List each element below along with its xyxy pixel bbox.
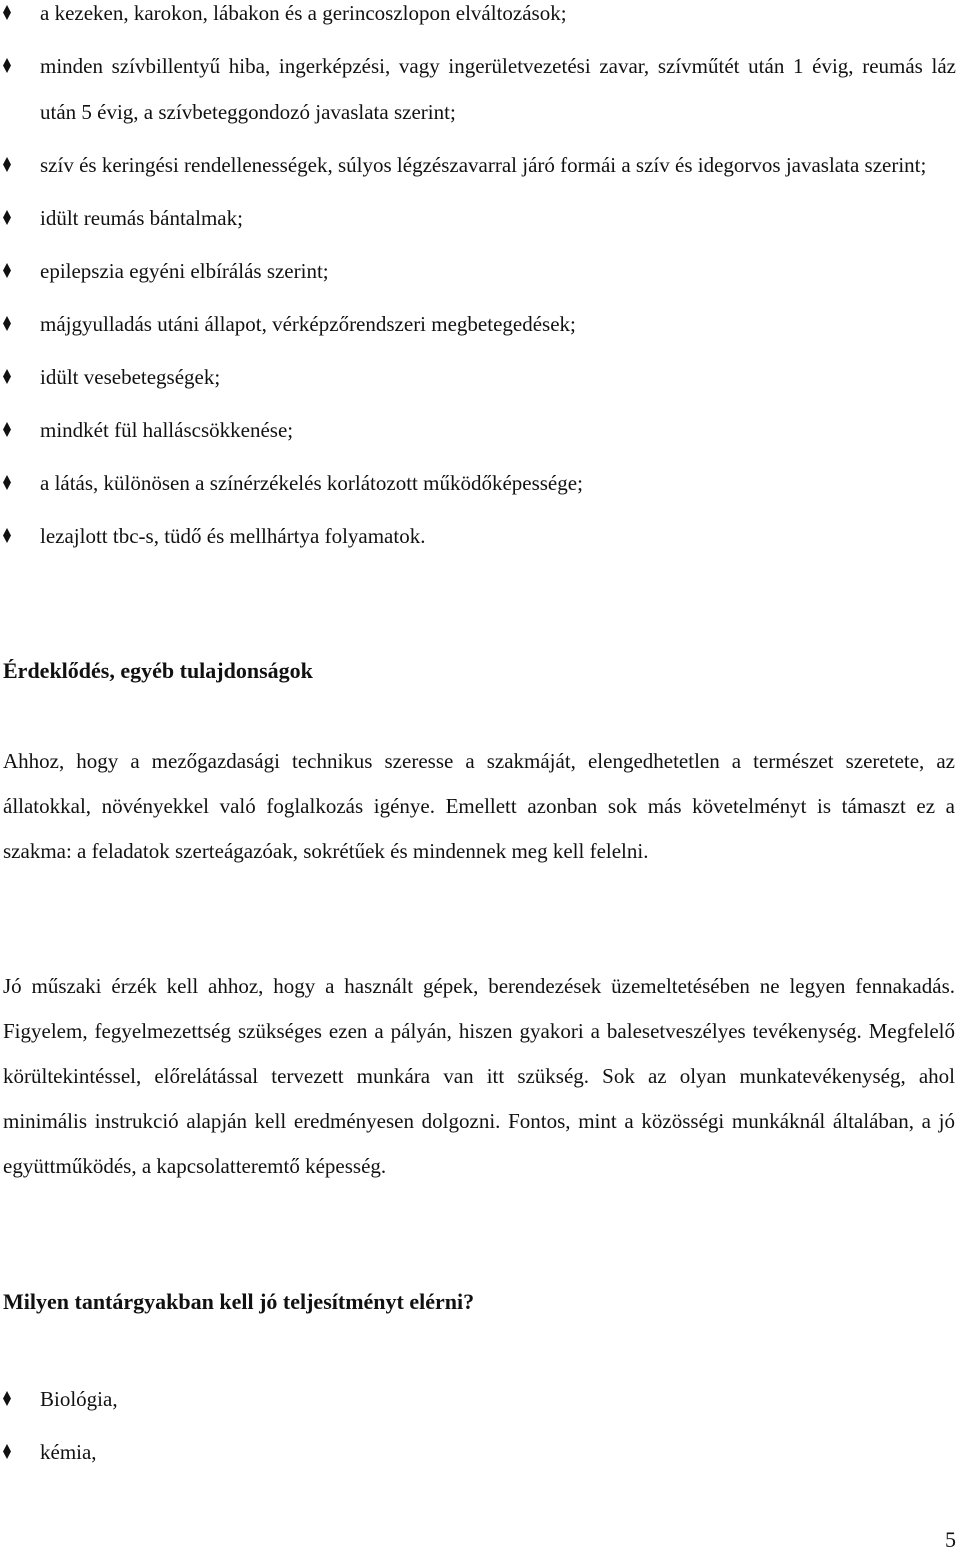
diamond-bullet-icon [3,475,11,490]
paragraph: Jó műszaki érzék kell ahhoz, hogy a használt gépek, berendezések üzemeltetésében ne legyen fennakadás. Figyelem, fegyelmezettség szükséges ezen a pályán, hiszen gyakori a balesetveszélyes tevékenység. Megfelelő körültekintéssel, előrelátással tervezett munkára van itt szükség. Sok az olyan munkatevékenység, ahol minimális instrukció alapján kell eredményesen dolgozni. Fontos, mint a közösségi munkáknál általában, a jó együttműködés, a kapcsolatteremtő képesség. [3,974,955,1178]
list-item [0,43,958,135]
diamond-bullet-icon [3,5,11,20]
diamond-bullet-icon [3,422,11,437]
list-item-text: Biológia, [40,1387,118,1411]
list-item-text: májgyulladás utáni állapot, vérképzőrendszeri megbetegedések; [40,312,576,336]
health-conditions-list [0,0,958,566]
paragraph: Ahhoz, hogy a mezőgazdasági technikus szeresse a szakmáját, elengedhetetlen a természet szeretete, az állatokkal, növényekkel való foglalkozás igénye. Emellett azonban sok más követelményt is támaszt ez a szakma: a feladatok szerteágazóak, sokrétűek és mindennek meg kell felelni. [3,749,955,863]
diamond-bullet-icon [3,263,11,278]
list-item-text: mindkét fül halláscsökkenése; [40,418,294,442]
page-number: 5 [945,1527,956,1552]
diamond-bullet-icon [3,210,11,225]
section-heading-subjects: Milyen tantárgyakban kell jó teljesítményt elérni? [3,1289,475,1314]
diamond-bullet-icon [3,157,11,172]
diamond-bullet-icon [3,316,11,331]
list-item-text: a kezeken, karokon, lábakon és a gerincoszlopon elváltozások; [40,1,567,25]
diamond-bullet-icon [3,1391,11,1406]
diamond-bullet-icon [3,369,11,384]
diamond-bullet-icon [3,1444,11,1459]
list-item [0,460,958,506]
list-item [0,142,958,188]
subjects-list [0,1376,958,1482]
list-item [0,1429,958,1475]
section-heading-interests: Érdeklődés, egyéb tulajdonságok [3,658,313,683]
diamond-bullet-icon [3,58,11,73]
diamond-bullet-icon [3,528,11,543]
list-item [0,0,958,36]
list-item [0,195,958,241]
list-item-text: idült reumás bántalmak; [40,206,243,230]
list-item-text: idült vesebetegségek; [40,365,221,389]
list-item-text: minden szívbillentyű hiba, ingerképzési, vagy ingerületvezetési zavar, szívműtét után 1 évig, reumás láz után 5 évig, a szívbeteggondozó javaslata szerint; [40,54,956,124]
list-item [0,248,958,294]
list-item-text: szív és keringési rendellenességek, súlyos légzészavarral járó formái a szív és idegorvos javaslata szerint; [40,153,927,177]
list-item [0,1376,958,1422]
list-item-text: kémia, [40,1440,97,1464]
list-item [0,513,958,559]
list-item [0,354,958,400]
list-item-text: a látás, különösen a színérzékelés korlátozott működőképessége; [40,471,583,495]
list-item [0,301,958,347]
list-item-text: lezajlott tbc-s, tüdő és mellhártya folyamatok. [40,524,426,548]
list-item [0,407,958,453]
list-item-text: epilepszia egyéni elbírálás szerint; [40,259,329,283]
